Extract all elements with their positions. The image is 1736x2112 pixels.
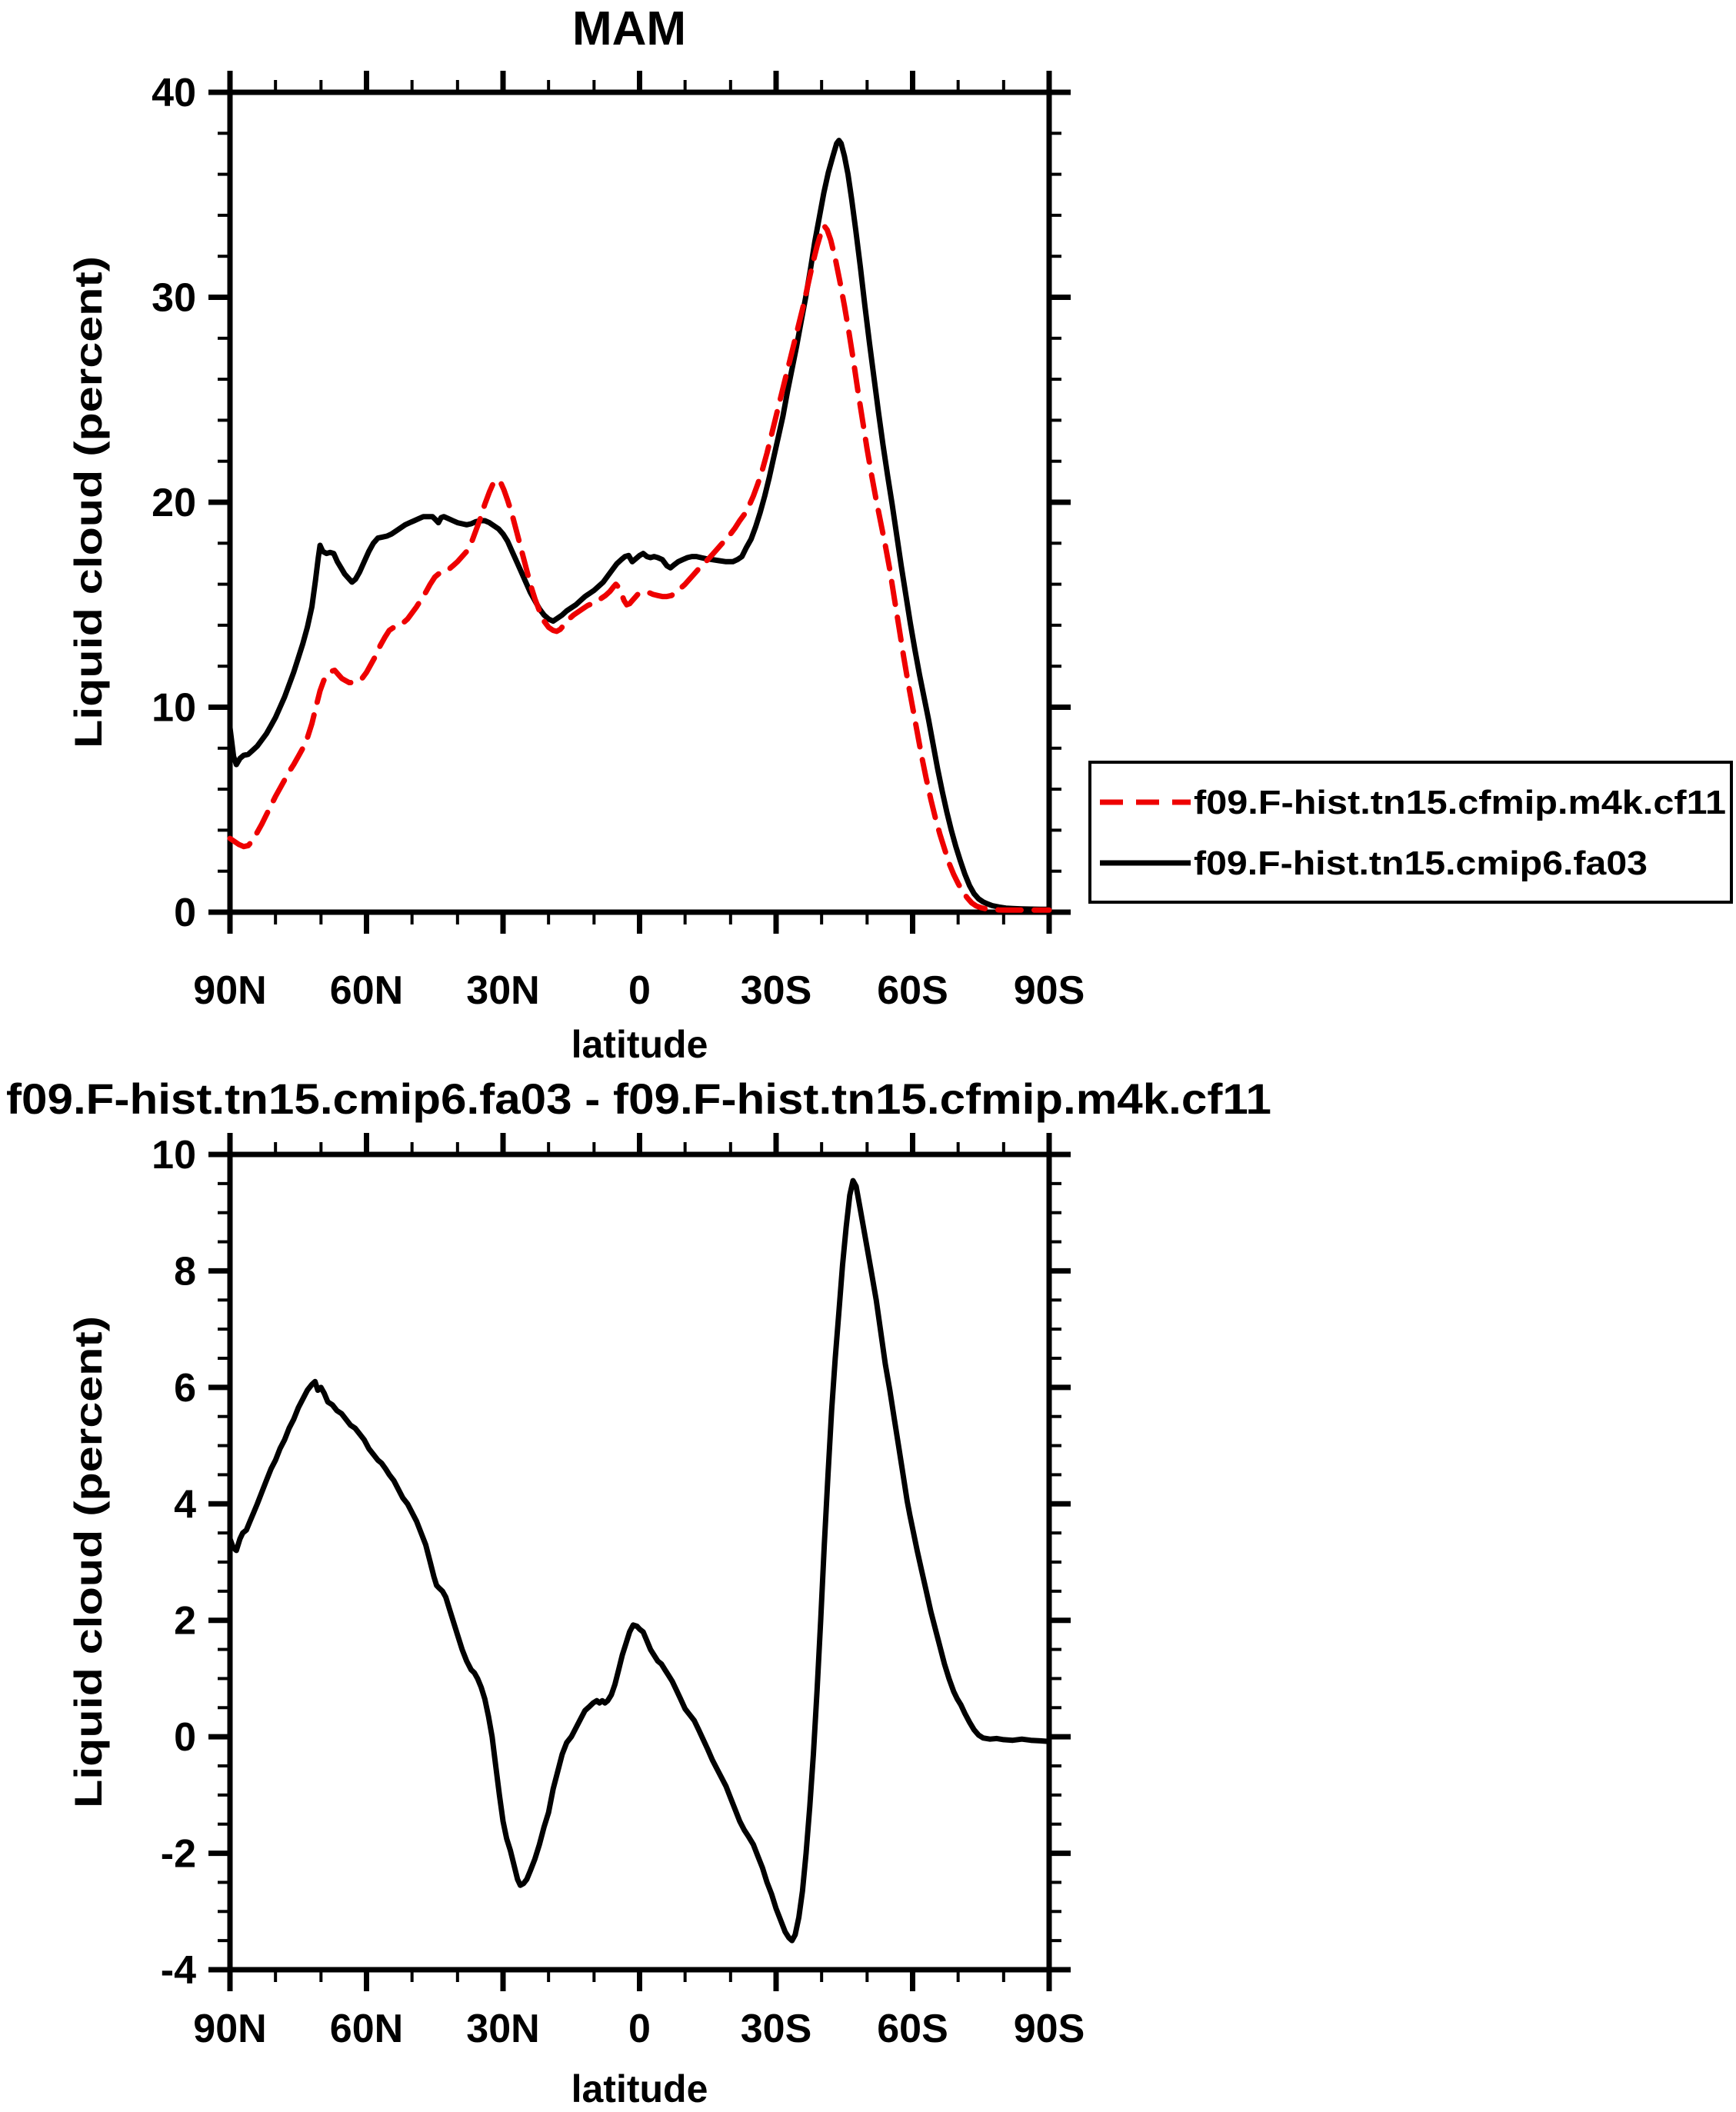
svg-text:90N: 90N	[193, 968, 267, 1013]
svg-text:90N: 90N	[193, 2007, 267, 2051]
svg-text:-4: -4	[160, 1948, 196, 1993]
svg-text:90S: 90S	[1013, 2007, 1085, 2051]
svg-text:30N: 30N	[466, 968, 540, 1013]
legend	[1090, 762, 1731, 902]
panel-title: MAM	[571, 2, 687, 55]
series-line-f09-f-hist-tn15-cmip6-fa03	[230, 141, 1049, 910]
svg-text:6: 6	[174, 1365, 196, 1411]
y-tick-labels	[152, 1133, 196, 1993]
panel-mam	[67, 2, 1731, 1066]
axis-ticks	[208, 71, 1071, 934]
svg-text:0: 0	[628, 2007, 651, 2051]
axis-ticks	[208, 1133, 1071, 1991]
y-axis-label: Liquid cloud (percent)	[67, 345, 110, 748]
svg-text:30N: 30N	[466, 2007, 540, 2051]
svg-text:0: 0	[628, 968, 651, 1013]
x-tick-labels	[193, 2007, 1085, 2051]
svg-text:60S: 60S	[877, 2007, 948, 2051]
svg-text:-2: -2	[160, 1831, 196, 1877]
y-axis-label: Liquid cloud (percent)	[67, 1404, 110, 1808]
svg-text:30: 30	[152, 275, 196, 321]
svg-text:60N: 60N	[329, 2007, 404, 2051]
legend-label: f09.F-hist.tn15.cfmip.m4k.cf11	[1194, 784, 1726, 821]
y-tick-labels	[152, 71, 196, 935]
svg-text:60N: 60N	[329, 968, 404, 1013]
svg-text:10: 10	[152, 685, 196, 731]
svg-text:60S: 60S	[877, 968, 948, 1013]
svg-text:2: 2	[174, 1598, 196, 1644]
panel-title: f09.F-hist.tn15.cmip6.fa03 - f09.F-hist.tn15.cfmip.m4k.cf11	[6, 1074, 1271, 1123]
x-axis-label: latitude	[571, 1023, 708, 1066]
svg-text:0: 0	[174, 891, 196, 935]
series-line-f09-f-hist-tn15-cfmip-m4k-cf11	[230, 225, 1049, 910]
plot-frame	[230, 1154, 1049, 1970]
svg-text:0: 0	[174, 1715, 196, 1761]
plot-frame	[230, 92, 1049, 912]
svg-text:40: 40	[152, 71, 196, 115]
svg-text:90S: 90S	[1013, 968, 1085, 1013]
svg-text:20: 20	[152, 481, 196, 525]
panel-difference	[6, 1074, 1271, 2110]
svg-text:30S: 30S	[740, 2007, 812, 2051]
x-tick-labels	[193, 968, 1085, 1013]
svg-text:4: 4	[174, 1482, 196, 1527]
legend-label: f09.F-hist.tn15.cmip6.fa03	[1194, 844, 1648, 882]
x-axis-label: latitude	[571, 2067, 708, 2110]
svg-text:8: 8	[174, 1249, 196, 1294]
svg-text:30S: 30S	[740, 968, 812, 1013]
series-line-difference	[230, 1181, 1049, 1940]
svg-text:10: 10	[152, 1133, 196, 1178]
